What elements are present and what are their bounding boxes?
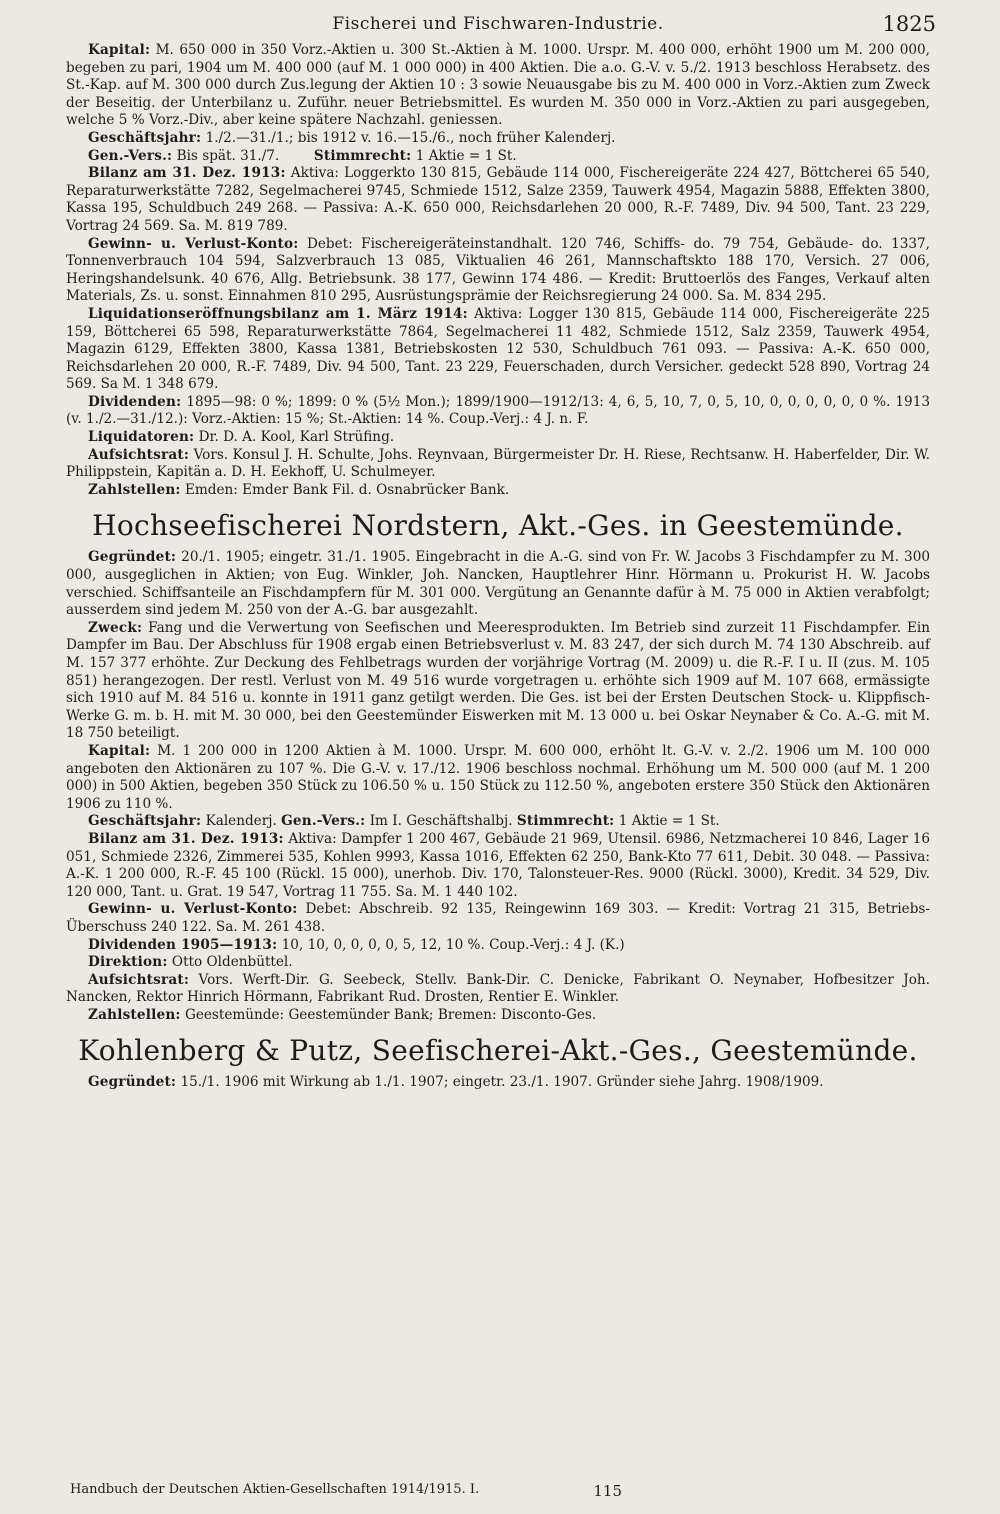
label-bilanz: Bilanz am 31. Dez. 1913: [88,165,286,182]
label-gegruendet: Gegründet: [88,1074,177,1091]
text-direktion: Otto Oldenbüttel. [171,954,293,971]
text-geschaeftsjahr: Kalenderj. [205,813,277,830]
label-liquidatoren: Liquidatoren: [88,429,195,446]
text-bilanz: Aktiva: Dampfer 1 200 467, Gebäude 21 969, Utensil. 6986, Netzmacherei 10 846, Lager 16 051, Schmiede 2326, Zimmerei 535, Kohlen 9993, Kassa 1016, Effekten 62 250, Bank-Kto 77 611, Debit. 30 048. — Passiva: A.-K. 1 200 000, R.-F. 45 100 (Rückl. 15 000), unerhob. Div. 170, Talonsteuer-Res. 9000 (Rückl. 3000), Kredit. 34 529, Div. 120 000, Tant. u. Grat. 19 547, Vortrag 11 755. Sa. M. 1 440 102. [66,830,930,900]
text-kapital: M. 650 000 in 350 Vorz.-Aktien u. 300 St.-Aktien à M. 1000. Urspr. M. 400 000, erhöht 1900 um M. 200 000, begeben zu pari, 1904 um M. 400 000 (auf M. 1 000 000) in 400 Aktien. Die a.o. G.-V. v. 5./2. 1913 beschloss Herabsetz. des St.-Kap. auf M. 300 000 durch Zus.legung der Aktien 10 : 3 sowie Neuausgabe bis zu M. 400 000 in Vorz.-Aktien zum Zweck der Beseitig. der Unterbilanz u. Zuführ. neuer Betriebsmittel. Es wurden M. 350 000 in Vorz.-Aktien zu pari ausgegeben, welche 5 % Vorz.-Div., aber keine spätere Nachzahl. geniessen. [66,42,930,129]
running-header [66,12,936,42]
footer-sheet-number: 115 [593,1482,622,1500]
paragraph-gewinn-verlust [66,236,930,306]
text-gegruendet: 20./1. 1905; eingetr. 31./1. 1905. Eingebracht in die A.-G. sind von Fr. W. Jacobs 3 Fischdampfer zu M. 300 000, ausgeglichen in Aktien; von Eug. Winkler, Joh. Nancken, Hauptlehrer Hinr. Hörmann u. Prokurist H. W. Jacobs verschied. Schiffsanteile an Fischdampfern für M. 301 000. Vergütung an Genannte dafür à M. 75 000 in Aktien verabfolgt; ausserdem sind jedem M. 250 von der A.-G. bar ausgezahlt. [66,549,930,619]
label-gen-vers: Gen.-Vers.: [88,147,173,164]
paragraph-kapital [66,42,930,130]
text-gen-vers: Bis spät. 31./7. [176,147,280,164]
paragraph-kapital [66,743,930,813]
label-liquidationsbilanz: Liquidationseröffnungsbilanz am 1. März 1914: [88,305,468,322]
text-aufsichtsrat: Vors. Konsul J. H. Schulte, Johs. Reynvaan, Bürgermeister Dr. H. Riese, Rechtsanw. H. Haberfelder, Dir. W. Philippstein, Kapitän a. D. H. Eekhoff, U. Schulmeyer. [66,446,930,481]
text-stimmrecht: 1 Aktie = 1 St. [415,147,517,164]
label-bilanz: Bilanz am 31. Dez. 1913: [88,830,284,847]
label-geschaeftsjahr: Geschäftsjahr: [88,129,202,146]
footer-book-title: Handbuch der Deutschen Aktien-Gesellschaften 1914/1915. I. [70,1482,480,1497]
text-gen-vers: Im I. Geschäftshalbj. [369,813,513,830]
text-geschaeftsjahr: 1./2.—31./1.; bis 1912 v. 16.—15./6., noch früher Kalenderj. [205,129,616,146]
paragraph-aufsichtsrat [66,447,930,482]
text-bilanz: Aktiva: Loggerkto 130 815, Gebäude 114 000, Fischereigeräte 224 427, Böttcherei 65 540, Reparaturwerkstätte 7282, Segelmacherei 9745, Schmiede 1512, Salze 2359, Tauwerk 4954, Magazin 5888, Effekten 3800, Kassa 195, Schuldbuch 249 268. — Passiva: A.-K. 650 000, Reichsdarlehen 20 000, R.-F. 7489, Div. 94 500, Tant. 23 229, Vortrag 24 569. Sa. M. 819 789. [66,165,931,234]
label-gen-vers: Gen.-Vers.: [281,813,366,830]
paragraph-gewinn-verlust [66,901,930,936]
paragraph-zahlstellen [66,482,930,500]
page-number: 1825 [882,12,936,36]
paragraph-geschaeftsjahr [66,130,930,148]
paragraph-dividenden [66,937,930,955]
text-aufsichtsrat: Vors. Werft-Dir. G. Seebeck, Stellv. Bank-Dir. C. Denicke, Fabrikant O. Neynaber, Hofbesitzer Joh. Nancken, Rektor Hinrich Hörmann, Fabrikant Rud. Drosten, Rentier E. Winkler. [66,971,930,1006]
text-zahlstellen: Emden: Emder Bank Fil. d. Osnabrücker Bank. [184,481,510,498]
label-geschaeftsjahr: Geschäftsjahr: [88,813,202,830]
paragraph-geschaeftsjahr [66,813,930,831]
label-aufsichtsrat: Aufsichtsrat: [88,446,190,463]
paragraph-liquidatoren [66,429,930,447]
text-stimmrecht: 1 Aktie = 1 St. [618,813,720,830]
label-gegruendet: Gegründet: [88,549,177,566]
label-direktion: Direktion: [88,954,168,971]
label-zahlstellen: Zahlstellen: [88,481,181,498]
text-liquidatoren: Dr. D. A. Kool, Karl Strüfing. [198,429,395,446]
label-zweck: Zweck: [88,619,143,636]
text-gewinn-verlust: Debet: Abschreib. 92 135, Reingewinn 169 303. — Kredit: Vortrag 21 315, Betriebs-Überschuss 240 122. Sa. M. 261 438. [66,901,930,935]
label-dividenden: Dividenden: [88,393,182,410]
section-hochseefischerei-nordstern [66,509,930,1024]
section-kohlenberg-putz [66,1034,930,1092]
text-gewinn-verlust: Debet: Fischereigeräteinstandhalt. 120 746, Schiffs- do. 79 754, Gebäude- do. 1337, Tonnenverbrauch 104 594, Salzverbrauch 13 085, Viktualien 46 261, Mannschaftskto 188 170, Versich. 27 006, Heringshandelsunk. 40 676, Allg. Betriebsunk. 38 177, Gewinn 174 486. — Kredit: Bruttoerlös des Fanges, Verkauf alten Materials, Zs. u. sonst. Einnahmen 810 295, Ausrüstungsprämie der Reichsregierung 24 000. Sa. M. 834 295. [66,235,930,305]
paragraph-direktion [66,954,930,972]
label-gewinn-verlust: Gewinn- u. Verlust-Konto: [88,235,299,252]
text-zahlstellen: Geestemünde: Geestemünder Bank; Bremen: Disconto-Ges. [184,1006,597,1023]
label-kapital: Kapital: [88,42,151,58]
paragraph-gegruendet [66,1074,930,1092]
company-heading-nordstern: Hochseefischerei Nordstern, Akt.-Ges. in Geestemünde. [92,509,904,543]
running-title: Fischerei und Fischwaren-Industrie. [332,14,664,34]
label-gewinn-verlust: Gewinn- u. Verlust-Konto: [88,901,298,918]
paragraph-bilanz [66,165,930,235]
page-footer [70,1482,922,1500]
label-stimmrecht: Stimmrecht: [516,813,615,830]
label-aufsichtsrat: Aufsichtsrat: [88,971,190,988]
label-zahlstellen: Zahlstellen: [88,1006,181,1023]
text-dividenden: 1895—98: 0 %; 1899: 0 % (5½ Mon.); 1899/1900—1912/13: 4, 6, 5, 10, 7, 0, 5, 10, 0, 0, 0, 0, 0, 0 %. 1913 (v. 1./2.—31./12.): Vorz.-Aktien: 15 %; St.-Aktien: 14 %. Coup.-Verj.: 4 J. n. F. [66,393,930,428]
text-zweck: Fang und die Verwertung von Seefischen und Meeresprodukten. Im Betrieb sind zurzeit 11 Fischdampfer. Ein Dampfer im Bau. Der Abschluss für 1908 ergab einen Betriebsverlust v. M. 83 247, der sich durch M. 74 130 Abschreib. auf M. 157 377 erhöhte. Zur Deckung des Fehlbetrags wurden der vorjährige Vortrag (M. 2009) u. die R.-F. I u. II (zus. M. 105 851) herangezogen. Der restl. Verlust von M. 49 516 wurde vorgetragen u. erhöhte sich 1909 auf M. 107 668, ermässigte sich 1910 auf M. 84 516 u. konnte in 1911 ganz getilgt werden. Die Ges. ist bei der Ersten Deutschen Stock- u. Klippfisch-Werke G. m. b. H. mit M. 30 000, bei den Geestemünder Eiswerken mit M. 13 000 u. bei Oskar Neynaber & Co. A.-G. mit M. 18 750 beteiligt. [66,619,930,742]
label-dividenden: Dividenden 1905—1913: [88,936,278,953]
text-dividenden: 10, 10, 0, 0, 0, 0, 5, 12, 10 %. Coup.-Verj.: 4 J. (K.) [281,936,625,953]
paragraph-zweck [66,620,930,743]
paragraph-dividenden [66,394,930,429]
paragraph-liquidationsbilanz [66,306,930,394]
text-kapital: M. 1 200 000 in 1200 Aktien à M. 1000. Urspr. M. 600 000, erhöht lt. G.-V. v. 2./2. 1906 um M. 100 000 angeboten den Aktionären zu 107 %. Die G.-V. v. 17./12. 1906 beschloss nochmal. Erhöhung um M. 500 000 (auf M. 1 200 000) in 500 Aktien, begeben 350 Stück zu 106.50 % u. 150 Stück zu 112.50 %, angeboten erstere 350 Stück den Aktionären 1906 zu 110 %. [66,742,930,812]
text-liquidationsbilanz: Aktiva: Logger 130 815, Gebäude 114 000, Fischereigeräte 225 159, Böttcherei 65 598, Reparaturwerkstätte 7864, Segelmacherei 11 482, Schmiede 1512, Salz 2359, Tauwerk 4954, Magazin 6129, Effekten 3800, Kassa 1381, Betriebskosten 12 530, Schuldbuch 761 093. — Passiva: A.-K. 650 000, Reichsdarlehen 20 000, R.-F. 7489, Div. 94 500, Tant. 23 229, Feuerschaden, durch Versicher. gedeckt 528 890, Vortrag 24 569. Sa M. 1 348 679. [66,305,930,393]
text-gegruendet: 15./1. 1906 mit Wirkung ab 1./1. 1907; eingetr. 23./1. 1907. Gründer siehe Jahrg. 1908/1909. [180,1074,824,1091]
paragraph-gegruendet [66,549,930,619]
label-kapital: Kapital: [88,742,151,759]
paragraph-gen-vers [66,148,930,166]
paragraph-bilanz [66,831,930,901]
paragraph-aufsichtsrat [66,972,930,1007]
paragraph-zahlstellen [66,1007,930,1025]
company-heading-kohlenberg: Kohlenberg & Putz, Seefischerei-Akt.-Ges., Geestemünde. [78,1034,918,1068]
label-stimmrecht: Stimmrecht: [313,147,412,164]
section-fischerei-continuation [66,42,930,499]
